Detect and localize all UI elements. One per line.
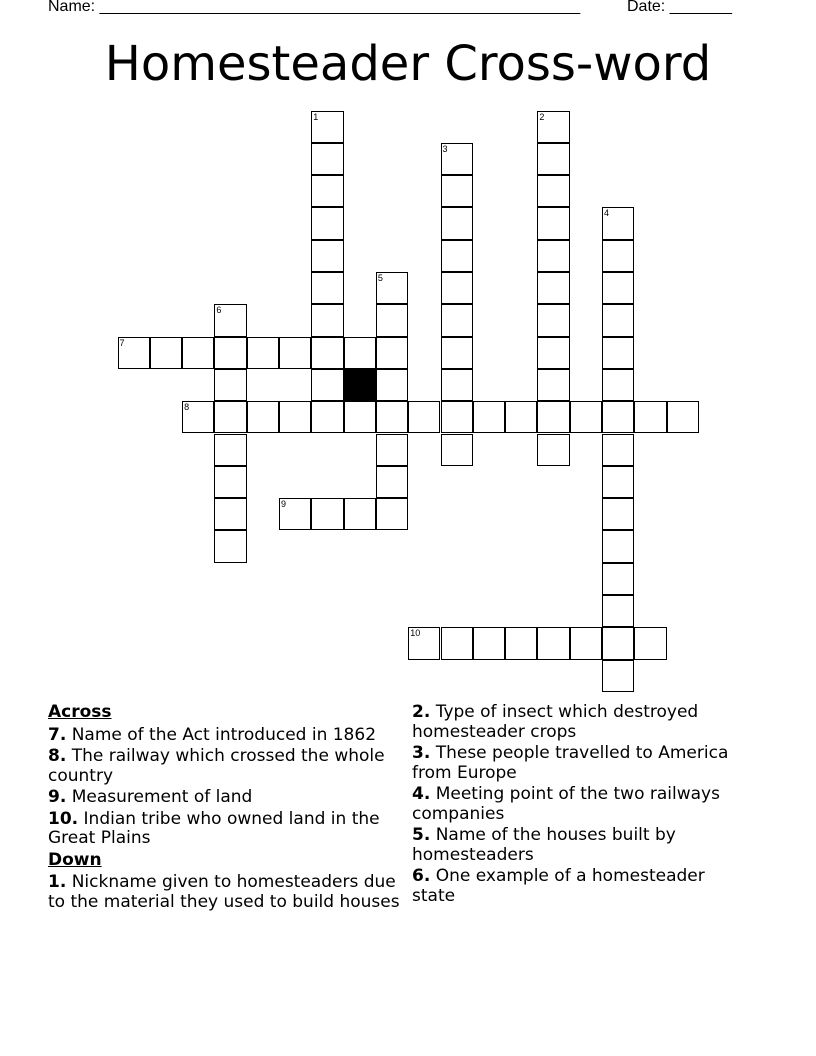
crossword-cell[interactable] xyxy=(667,401,699,433)
crossword-cell[interactable] xyxy=(376,272,408,304)
name-field-label: Name: ______________________________________________________ xyxy=(48,0,581,15)
crossword-cell[interactable] xyxy=(311,369,343,401)
clue-number-8: 8 xyxy=(184,402,190,413)
crossword-cell[interactable] xyxy=(602,207,634,239)
page-title: Homesteader Cross-word xyxy=(104,36,712,92)
crossword-black-cell xyxy=(344,369,376,401)
crossword-cell[interactable] xyxy=(150,337,182,369)
crossword-cell[interactable] xyxy=(634,401,666,433)
crossword-cell[interactable] xyxy=(537,337,569,369)
crossword-cell[interactable] xyxy=(441,272,473,304)
crossword-cell[interactable] xyxy=(602,498,634,530)
crossword-cell[interactable] xyxy=(311,111,343,143)
crossword-cell[interactable] xyxy=(376,304,408,336)
crossword-cell[interactable] xyxy=(279,498,311,530)
across-clue-7: 7. Name of the Act introduced in 1862 xyxy=(48,724,377,745)
crossword-cell[interactable] xyxy=(602,627,634,659)
crossword-cell[interactable] xyxy=(602,660,634,692)
down-clue-1: 1. Nickname given to homesteaders due to the material they used to build houses xyxy=(48,872,400,912)
crossword-cell[interactable] xyxy=(602,304,634,336)
clue-number-1: 1 xyxy=(313,111,319,122)
across-clue-8: 8. The railway which crossed the whole country xyxy=(48,746,385,786)
crossword-cell[interactable] xyxy=(311,337,343,369)
crossword-cell[interactable] xyxy=(344,498,376,530)
crossword-cell[interactable] xyxy=(311,240,343,272)
crossword-cell[interactable] xyxy=(344,337,376,369)
crossword-cell[interactable] xyxy=(602,272,634,304)
crossword-cell[interactable] xyxy=(505,627,537,659)
crossword-cell[interactable] xyxy=(311,401,343,433)
crossword-cell[interactable] xyxy=(441,143,473,175)
clue-number-4: 4 xyxy=(604,208,610,219)
date-field-label: Date: _______ xyxy=(627,0,732,15)
down-clue-2: 2. Type of insect which destroyed homesteader crops xyxy=(412,702,699,742)
crossword-cell[interactable] xyxy=(279,337,311,369)
clue-number-10: 10 xyxy=(410,628,421,639)
crossword-cell[interactable] xyxy=(441,434,473,466)
crossword-cell[interactable] xyxy=(441,401,473,433)
crossword-cell[interactable] xyxy=(311,304,343,336)
crossword-cell[interactable] xyxy=(214,337,246,369)
crossword-cell[interactable] xyxy=(537,175,569,207)
crossword-cell[interactable] xyxy=(602,401,634,433)
clue-number-2: 2 xyxy=(539,111,545,122)
crossword-cell[interactable] xyxy=(441,207,473,239)
crossword-cell[interactable] xyxy=(408,401,440,433)
crossword-cell[interactable] xyxy=(441,627,473,659)
crossword-cell[interactable] xyxy=(214,434,246,466)
across-heading: Across xyxy=(48,702,112,722)
clue-number-3: 3 xyxy=(442,143,448,154)
crossword-cell[interactable] xyxy=(537,111,569,143)
crossword-cell[interactable] xyxy=(537,207,569,239)
crossword-cell[interactable] xyxy=(118,337,150,369)
crossword-cell[interactable] xyxy=(570,401,602,433)
crossword-cell[interactable] xyxy=(247,337,279,369)
crossword-cell[interactable] xyxy=(441,175,473,207)
crossword-cell[interactable] xyxy=(537,434,569,466)
crossword-cell[interactable] xyxy=(376,337,408,369)
crossword-cell[interactable] xyxy=(473,627,505,659)
down-clue-6: 6. One example of a homesteader state xyxy=(412,866,705,906)
crossword-cell[interactable] xyxy=(602,530,634,562)
crossword-cell[interactable] xyxy=(602,369,634,401)
crossword-cell[interactable] xyxy=(214,304,246,336)
crossword-cell[interactable] xyxy=(214,369,246,401)
crossword-cell[interactable] xyxy=(602,337,634,369)
crossword-cell[interactable] xyxy=(344,401,376,433)
crossword-cell[interactable] xyxy=(634,627,666,659)
crossword-cell[interactable] xyxy=(537,304,569,336)
across-clue-9: 9. Measurement of land xyxy=(48,787,253,807)
down-clue-4: 4. Meeting point of the two railways companies xyxy=(412,784,720,824)
down-clue-5: 5. Name of the houses built by homesteaders xyxy=(412,825,676,865)
crossword-cell[interactable] xyxy=(311,207,343,239)
crossword-cell[interactable] xyxy=(537,240,569,272)
crossword-cell[interactable] xyxy=(279,401,311,433)
down-clue-3: 3. These people travelled to America from Europe xyxy=(412,743,729,783)
clue-number-7: 7 xyxy=(119,337,125,348)
crossword-cell[interactable] xyxy=(537,401,569,433)
clue-number-9: 9 xyxy=(281,499,287,510)
crossword-cell[interactable] xyxy=(537,143,569,175)
across-clue-10: 10. Indian tribe who owned land in the Great Plains xyxy=(48,808,380,848)
crossword-cell[interactable] xyxy=(602,434,634,466)
clue-number-5: 5 xyxy=(377,273,383,283)
crossword-cell[interactable] xyxy=(537,627,569,659)
crossword-cell[interactable] xyxy=(214,466,246,498)
crossword-cell[interactable] xyxy=(214,401,246,433)
down-heading: Down xyxy=(48,849,102,870)
crossword-cell[interactable] xyxy=(214,498,246,530)
crossword-cell[interactable] xyxy=(247,401,279,433)
crossword-cell[interactable] xyxy=(311,143,343,175)
crossword-cell[interactable] xyxy=(408,627,440,659)
crossword-cell[interactable] xyxy=(441,337,473,369)
crossword-cell[interactable] xyxy=(311,498,343,530)
crossword-cell[interactable] xyxy=(182,401,214,433)
crossword-cell[interactable] xyxy=(505,401,537,433)
crossword-cell[interactable] xyxy=(602,563,634,595)
crossword-cell[interactable] xyxy=(376,434,408,466)
crossword-cell[interactable] xyxy=(441,304,473,336)
clue-number-6: 6 xyxy=(216,305,222,316)
crossword-cell[interactable] xyxy=(473,401,505,433)
clues-left-column xyxy=(48,703,400,914)
crossword-cell[interactable] xyxy=(311,175,343,207)
crossword-cell[interactable] xyxy=(602,466,634,498)
crossword-cell[interactable] xyxy=(602,240,634,272)
crossword-cell[interactable] xyxy=(376,466,408,498)
crossword-cell[interactable] xyxy=(570,627,602,659)
crossword-cell[interactable] xyxy=(182,337,214,369)
clues-right-column xyxy=(412,703,752,908)
crossword-cell[interactable] xyxy=(376,498,408,530)
crossword-cell[interactable] xyxy=(376,401,408,433)
crossword-cell[interactable] xyxy=(441,369,473,401)
crossword-cell[interactable] xyxy=(214,530,246,562)
crossword-cell[interactable] xyxy=(602,595,634,627)
crossword-cell[interactable] xyxy=(537,369,569,401)
crossword-cell[interactable] xyxy=(441,240,473,272)
crossword-cell[interactable] xyxy=(311,272,343,304)
crossword-cell[interactable] xyxy=(376,369,408,401)
crossword-cell[interactable] xyxy=(537,272,569,304)
